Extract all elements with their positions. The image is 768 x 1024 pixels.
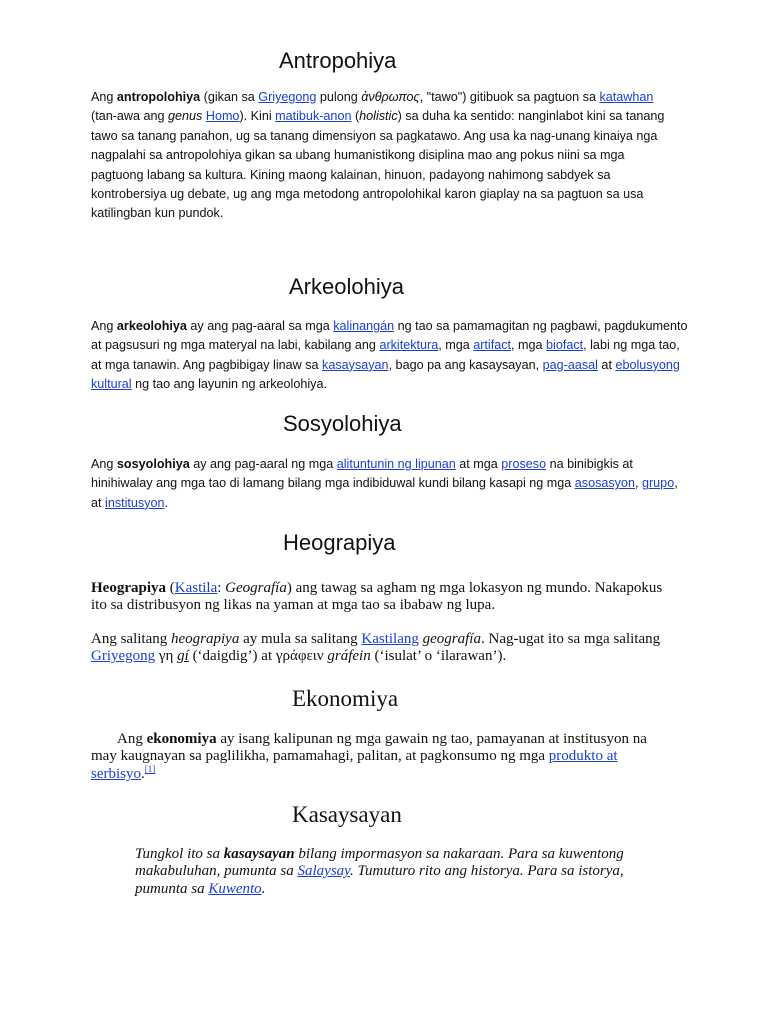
text-run: ). Kini — [239, 109, 276, 124]
text-run: . — [164, 495, 169, 510]
text-run: Ang salitang — [91, 631, 171, 647]
text-run: ng tao sa pamamagitan ng pagbawi, pagdukumento at pagsusuri ng mga materyal na labi, kabilang ang — [91, 319, 688, 353]
text-run: na binibigkis at hinihiwalay ang mga tao di lamang bilang mga indibiduwal kundi bilang kasapi ng mga — [91, 457, 633, 491]
text-run: ) ang tawag sa agham ng mga lokasyon ng mundo. Nakapokus ito sa distribusyon ng likas na yaman at mga tao sa ibabaw ng lupa. — [91, 580, 663, 614]
text-run: : — [217, 580, 226, 596]
section-paragraph — [91, 631, 681, 666]
term-bold: ekonomiya — [146, 731, 217, 747]
link-produkto-at-serbisyo[interactable]: produkto at serbisyo — [91, 748, 618, 782]
link-asosasyon[interactable]: asosasyon — [574, 476, 635, 491]
link-salaysay[interactable]: Salaysay — [297, 863, 350, 880]
text-run: ( — [166, 580, 175, 596]
link-alituntunin-ng-lipunan[interactable]: alituntunin ng lipunan — [336, 457, 456, 471]
link-kastila[interactable]: Kastila — [174, 580, 218, 596]
term-bold: Heograpiya — [91, 580, 166, 596]
section-title: Kasaysayan — [292, 802, 402, 827]
text-run: Ang — [117, 731, 147, 747]
link-kuwento[interactable]: Kuwento — [208, 880, 262, 897]
section-paragraph — [91, 455, 691, 513]
text-run: , at — [91, 476, 678, 510]
hatnote — [135, 846, 645, 898]
term-italic: holistic — [359, 109, 398, 124]
text-run: bilang impormasyon sa nakaraan. Para sa kuwentong makabuluhan, pumunta sa — [135, 846, 624, 880]
text-run: . Nag-ugat ito sa mga salitang — [480, 631, 661, 647]
link-proseso[interactable]: proseso — [501, 457, 547, 471]
link-kalinangan[interactable]: kalinangán — [333, 319, 395, 333]
link-ebolusyong-kultural[interactable]: ebolusyong kultural — [91, 357, 680, 392]
link-homo[interactable]: Homo — [205, 109, 240, 124]
text-run: , bago pa ang kasaysayan, — [388, 357, 543, 372]
text-run: ng tao ang layunin ng arkeolohiya. — [131, 377, 327, 392]
link-biofact[interactable]: biofact — [546, 338, 584, 353]
section-paragraph — [91, 731, 671, 783]
text-run: Ang — [91, 90, 117, 104]
term-italic: gráfein — [327, 648, 371, 665]
link-kasaysayan[interactable]: kasaysayan — [322, 357, 389, 372]
link-pag-aasal[interactable]: pag-aasal — [542, 357, 598, 372]
text-run: , — [634, 476, 642, 491]
text-run: . — [141, 765, 145, 782]
text-run: γη — [155, 648, 178, 665]
section-title: Ekonomiya — [292, 686, 399, 711]
section-title: Heograpiya — [283, 530, 396, 555]
text-run: . — [261, 880, 266, 897]
link-artifact[interactable]: artifact — [473, 338, 512, 353]
text-run: ay isang kalipunan ng mga gawain ng tao, pamayanan at institusyon na may kaugnayan sa paglilikha, pamamahagi, palitan, at pagkonsumo ng mga — [91, 731, 647, 765]
link-kastilang[interactable]: Kastilang — [361, 631, 419, 647]
text-run: , "tawo") gitibuok sa pagtuon sa — [419, 90, 600, 104]
text-run: at — [597, 357, 616, 372]
footnote-link[interactable]: [1] — [144, 763, 156, 774]
text-run: , mga — [511, 338, 547, 353]
term-italic: gí — [177, 648, 189, 665]
link-griyegong[interactable]: Griyegong — [258, 90, 317, 104]
term-italic: heograpiya — [171, 631, 240, 647]
text-run: ay ang pag-aaral ng mga — [189, 457, 337, 471]
text-run: ay ang pag-aaral sa mga — [186, 319, 334, 333]
text-run: . Tumuturo rito ang historya. Para sa istorya, pumunta sa — [135, 863, 624, 897]
text-run: Ang — [91, 457, 117, 471]
section-title: Arkeolohiya — [289, 274, 404, 299]
text-run: , mga — [438, 338, 474, 353]
text-run: (‘daigdig’) at γράφειν — [188, 648, 328, 665]
section-paragraph — [91, 88, 671, 224]
text-run: (tan-awa ang — [91, 109, 169, 124]
section-paragraph — [91, 317, 691, 395]
link-katawhan[interactable]: katawhan — [599, 90, 654, 104]
term-italic: ἀνθρωπος — [361, 90, 420, 104]
term-bold: kasaysayan — [223, 846, 295, 862]
section-title: Sosyolohiya — [283, 411, 402, 436]
link-griyegong[interactable]: Griyegong — [91, 648, 156, 665]
link-matibuk-anon[interactable]: matibuk-anon — [275, 109, 352, 124]
text-run: ) sa duha ka sentido: nanginlabot kini sa tanang tawo sa tanang panahon, ug sa tanang dimensiyon sa pagkatawo. Ang usa ka nag-unang kinaiya nga nagpalahi sa antropolohiya gikan sa ubang humanistikong disiplina mao ang pokus niini sa mga pagtuong labang sa kultura. Kining maong kalainan, hinuon, padayong nahimong sabdyek sa kontrobersiya ug debate, ug ang mga metodong antropolohikal karon giaplay na sa pagtuon sa usa katilingban kun pundok. — [91, 109, 665, 221]
text-run: Ang — [91, 319, 117, 333]
link-grupo[interactable]: grupo — [641, 476, 675, 491]
section-paragraph — [91, 580, 681, 615]
text-run: pulong — [316, 90, 362, 104]
text-run: (‘isulat’ o ‘ilarawan’). — [370, 648, 507, 665]
section-title: Antropohiya — [279, 48, 397, 73]
text-run: ( — [351, 109, 360, 124]
term-italic: Geografía — [225, 580, 287, 596]
term-bold: antropolohiya — [116, 90, 201, 104]
text-run: , labi ng mga tao, at mga tanawin. Ang pagbibigay linaw sa — [91, 338, 680, 372]
text-run: (gikan sa — [200, 90, 259, 104]
term-italic: geografía — [422, 631, 481, 647]
term-bold: sosyolohiya — [116, 457, 190, 471]
term-italic: genus — [168, 109, 203, 124]
link-institusyon[interactable]: institusyon — [105, 495, 165, 510]
text-run: ay mula sa salitang — [239, 631, 362, 647]
link-arkitektura[interactable]: arkitektura — [379, 338, 439, 353]
text-run: at mga — [455, 457, 502, 471]
term-bold: arkeolohiya — [116, 319, 187, 333]
text-run: Tungkol ito sa — [135, 846, 224, 862]
